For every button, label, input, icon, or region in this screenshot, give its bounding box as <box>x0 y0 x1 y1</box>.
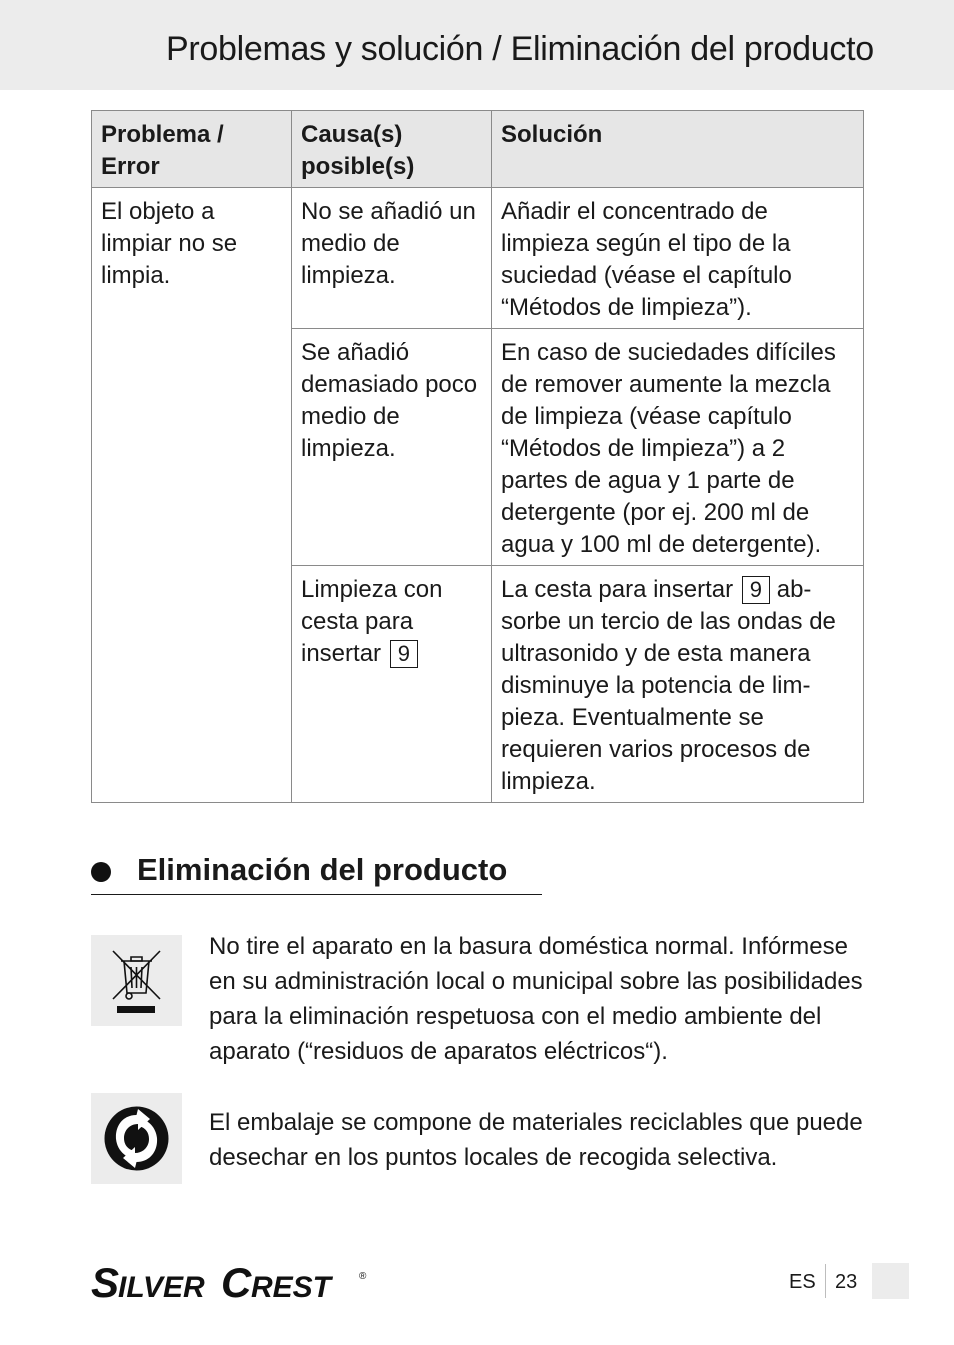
column-header-problem: Problema / Error <box>92 111 292 188</box>
cause-text: Limpieza con cesta para insertar <box>301 576 443 667</box>
bullet-icon <box>91 862 111 882</box>
crossed-out-wheelie-bin-icon <box>91 935 182 1026</box>
column-header-cause: Causa(s) posible(s) <box>292 111 492 188</box>
cause-cell: No se añadió un medio de limpieza. <box>292 188 492 329</box>
svg-text:REST: REST <box>251 1271 332 1304</box>
svg-text:S: S <box>91 1259 120 1306</box>
footer-divider <box>825 1264 826 1298</box>
svg-text:ILVER: ILVER <box>118 1271 205 1304</box>
solution-text-before: La cesta para insertar <box>501 576 734 603</box>
disposal-packaging-text: El embalaje se compone de materiales reciclables que puede desechar en los puntos locales de recogida selectiva. <box>209 1109 863 1171</box>
solution-cell: Añadir el concentrado de limpieza según el tipo de la suciedad (véase el capítulo “Métodos de limpieza”). <box>492 188 864 329</box>
silvercrest-logo <box>91 1258 381 1308</box>
solution-cell: En caso de suciedades difíciles de remover aumente la mezcla de limpieza (véase capítulo “Métodos de limpieza”) a 2 partes de agua y 1 parte de detergente (por ej. 200 ml de agua y 100 ml de detergente). <box>492 329 864 566</box>
part-reference-badge: 9 <box>390 640 418 668</box>
solution-cell <box>492 566 864 803</box>
green-dot-recycling-icon <box>91 1093 182 1184</box>
page-number: 23 <box>835 1271 858 1293</box>
problem-cell: El objeto a limpiar no se limpia. <box>92 188 292 803</box>
troubleshooting-table <box>91 110 864 803</box>
cause-cell <box>292 566 492 803</box>
solution-text-after: ab-sorbe un tercio de las ondas de ultrasonido y de esta manera disminuye la potencia de lim-pieza. Eventualmente se requieren varios procesos de limpieza. <box>501 576 836 795</box>
page-title: Problemas y solución / Eliminación del producto <box>166 30 874 68</box>
cause-cell: Se añadió demasiado poco medio de limpieza. <box>292 329 492 566</box>
column-header-solution: Solución <box>492 111 864 188</box>
section-heading <box>91 848 542 895</box>
table-row <box>92 188 864 329</box>
svg-text:C: C <box>221 1259 252 1306</box>
section-title: Eliminación del producto <box>137 852 508 887</box>
page-tab-marker <box>872 1263 909 1299</box>
part-reference-badge: 9 <box>742 576 770 604</box>
svg-text:®: ® <box>359 1271 367 1282</box>
footer-language: ES <box>789 1271 816 1293</box>
disposal-device-text: No tire el aparato en la basura doméstica normal. Infórmese en su administración local o municipal sobre las posibilidades para la eliminación respetuosa con el medio ambiente del aparato (“residuos de aparatos eléctricos“). <box>209 933 863 1065</box>
table-header-row <box>92 111 864 188</box>
